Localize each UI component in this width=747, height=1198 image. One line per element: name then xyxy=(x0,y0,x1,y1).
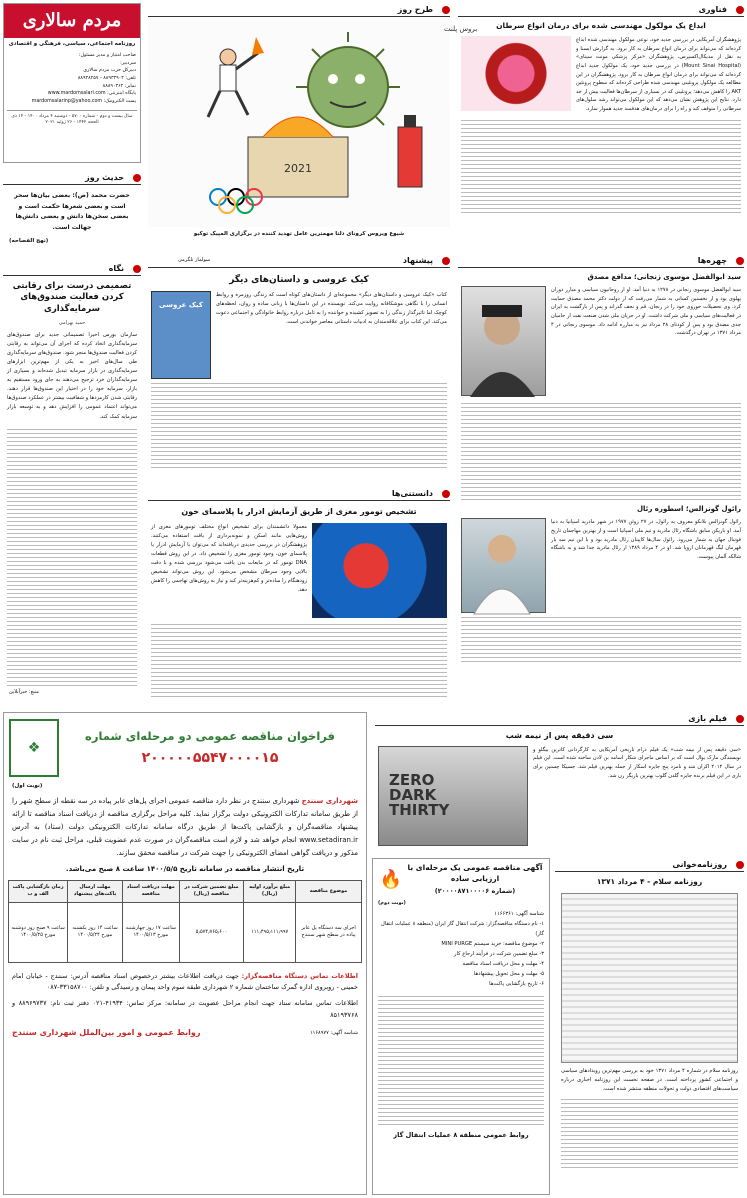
list-item: ۵- مهلت و محل تحویل پیشنهادها xyxy=(473,970,544,977)
masthead-line: دبیرکل حزب مردم سالاری xyxy=(83,68,136,74)
tender-table xyxy=(8,880,362,963)
faces-p1-title: سید ابوالفضل موسوی زنجانی؛ مدافع مصدق xyxy=(587,273,741,281)
negah-body: سازمان بورس اخیرا تصمیماتی جدید برای صندوق‌های سرمایه‌گذاری اتخاذ کرده که اجرای آن می‌تواند به رقابتی کردن فعالیت صندوق‌ها منجر شود. صندوق‌های سرمایه‌گذاری طی سال‌های اخیر به یکی از مهم‌ترین ابزارهای سرمایه‌گذاری در بازار سرمایه تبدیل شده‌اند و بسیاری از سرمایه‌گذاران خرد ترجیح می‌دهند به جای ورود مستقیم به بازار، سرمایه خود را در اختیار این صندوق‌ها قرار دهند. رقابتی شدن کارمزدها و شفافیت بیشتر در عملکرد صندوق‌ها می‌تواند اعتماد عمومی را افزایش دهد و به توسعه بازار سرمایه کمک کند. xyxy=(7,331,137,420)
gas-ad-title: آگهی مناقصه عمومی یک مرحله‌ای با ارزیابی ساده xyxy=(407,863,543,883)
science-body: پژوهشگران آمریکایی در بررسی جدید خود، نوعی مولکول مهندسی شده ابداع کرده‌اند که می‌تواند برای درمان انواع سرطان به کار برود. به گزارش ایسنا و به نقل از مدیکال‌اکسپرس، پژوهشگران «مرکز پزشکی مونت سینای» (Mount Sinai Hospital) در بررسی جدید خود، یک مولکول جدید ابداع کرده‌اند که می‌تواند برای درمان انواع سرطان به کار برود. پژوهشگران در این مطالعه یک مولکول پروتئینی مهندسی شده طراحی کرده‌اند که سطوح پروتئین AKT را کاهش می‌دهد؛ پروتئینی که در بسیاری از سرطان‌ها فعالیت بیش از حد دارد. نتایج این پژوهش نشان می‌دهد که این مولکول می‌تواند رشد سلول‌های سرطانی را متوقف کند و راه را برای درمان‌های هدفمند جدید هموار سازد. xyxy=(576,36,741,113)
cancer-cell-image xyxy=(461,36,571,111)
bullet-icon xyxy=(133,174,141,182)
hadith-box xyxy=(3,171,141,256)
tender-body xyxy=(4,791,366,864)
tender-number: ۲۰۰۰۰۰۵۵۴۷۰۰۰۰۱۵ xyxy=(141,749,279,766)
table-header-cell: مبلغ برآورد اولیه (ریال) xyxy=(244,881,296,903)
table-cell: اجرای سه دستگاه پل عابر پیاده در سطح شهر سنندج xyxy=(296,902,362,962)
bullet-icon xyxy=(736,6,744,14)
cartoon-box xyxy=(148,3,478,248)
tender-contact-text: جهت دریافت اطلاعات بیشتر درخصوص اسناد مناقصه آدرس: سنندج - خیابان امام خمینی - روبروی اداره گمرک ساختمان شماره ۲ شهرداری طبقه سوم واحد پیمان و رسیدگی و تلفن: ۳۳۱۵۸۷۰۰-۰۸۷ xyxy=(12,971,358,992)
bullet-icon xyxy=(442,257,450,265)
tender-body-text: شهرداری سنندج در نظر دارد مناقصه عمومی اجرای پل‌های عابر پیاده در سه نقطه از سطح شهر را از طریق سامانه تدارکات الکترونیکی دولت برگزار نماید. کلیه مراحل برگزاری مناقصه از دریافت اسناد مناقصه تا ارائه پیشنهاد مناقصه‌گران و بازگشایی پاکت‌ها از طریق درگاه سامانه تدارکات الکترونیکی دولت (ستاد) به آدرس www.setadiran.ir انجام خواهد شد و لازم است مناقصه‌گران در صورت عدم عضویت قبلی، مراحل ثبت نام در سایت مذکور و دریافت گواهی امضای الکترونیکی را جهت شرکت در مناقصه محقق سازند. xyxy=(12,796,358,857)
bullet-icon xyxy=(736,861,744,869)
cartoon-illustration xyxy=(148,17,478,227)
pishnahad-box xyxy=(148,254,450,479)
archive-heading: روزنامه‌خوانی xyxy=(666,859,733,871)
masthead-subtitle: روزنامه اجتماعی، سیاسی، فرهنگی و اقتصادی xyxy=(8,41,136,48)
masthead-date: سال بیست و دوم - شماره ۵۷۰۰ - دوشنبه ۴ مرداد ۱۴۰۰ - ۱۴ ذی الحجه ۱۴۴۲ - ۲۶ ژوئیه ۲۰۲۱ xyxy=(7,110,137,127)
table-cell: ساعت ۹ صبح روز دوشنبه مورخ ۱۴۰۰/۵/۲۵ xyxy=(9,902,68,962)
masthead xyxy=(3,3,141,163)
gas-logo-icon: 🔥 xyxy=(379,868,403,890)
list-item: ۴- مهلت و محل دریافت اسناد مناقصه xyxy=(462,960,544,967)
cartoon-sign: بروس پلنت xyxy=(444,25,478,33)
list-item: ۱- نام دستگاه مناقصه‌گزار: شرکت انتقال گاز ایران (منطقه ۸ عملیات انتقال گاز) xyxy=(381,921,544,938)
faces-p2-filler xyxy=(461,617,741,662)
bullet-icon xyxy=(736,715,744,723)
film-header xyxy=(375,712,744,726)
masthead-line: تلفن: ۸۸۹۳۳۹۰۴ - ۸۸۹۳۸۲۵۷ xyxy=(77,76,136,82)
masthead-line: صاحب امتیاز و مدیر مسئول: xyxy=(78,53,136,59)
table-header-cell: زمان بازگشایی پاکت الف و ب xyxy=(9,881,68,903)
health-title: تشخیص تومور مغزی از طریق آزمایش ادرار یا پلاسمای خون xyxy=(181,507,417,516)
faces-heading: چهره‌ها xyxy=(692,255,733,267)
poster-word-2: DARK xyxy=(389,786,437,805)
science-header xyxy=(458,3,744,17)
faces-header xyxy=(458,254,744,268)
book-cover-title: کیک عروسی xyxy=(159,301,203,310)
pishnahad-content xyxy=(148,291,450,379)
tender-titles xyxy=(59,728,361,768)
table-cell: ساعت ۱۷ روز چهارشنبه مورخ ۱۴۰۰/۵/۱۳ xyxy=(122,902,179,962)
bullet-icon xyxy=(133,265,141,273)
tender-title: فراخوان مناقصه عمومی دو مرحله‌ای شماره xyxy=(85,729,335,744)
tender-table-header xyxy=(9,881,362,903)
negah-title: تصمیمی درست برای رقابتی کردن فعالیت صندوق‌های سرمایه‌گذاری xyxy=(12,281,132,314)
masthead-line: پست الکترونیک: mardomsalarinp@yahoo.com xyxy=(31,99,136,105)
health-box xyxy=(148,487,450,704)
health-heading: دانستنی‌ها xyxy=(386,488,439,500)
science-title: ابداع یک مولکول مهندسی شده برای درمان انواع سرطان xyxy=(496,21,706,30)
negah-signoff: منبع: خبرآنلاین xyxy=(9,688,39,695)
gas-ad-titles xyxy=(405,863,545,896)
bullet-icon xyxy=(736,257,744,265)
hadith-heading: حدیث روز xyxy=(79,172,130,184)
negah-author: حمید بهرامی xyxy=(58,320,86,327)
masthead-line: سردبیر: xyxy=(120,60,136,66)
faces-p2-title: رائول گونزالس؛ اسطوره رئال xyxy=(636,505,741,514)
poster-word-1: ZERO xyxy=(389,771,435,790)
table-header-cell: مهلت ارسال پاکت‌های پیشنهاد xyxy=(68,881,123,903)
list-item: ۲- موضوع مناقصه: خرید سیستم MINI PURGE xyxy=(441,941,544,948)
archive-body: روزنامه سلام در شماره ۴ مرداد ۱۳۷۱ خود به بررسی مهم‌ترین رویدادهای سیاسی و اجتماعی کشور پرداخته است. در صفحه نخست این روزنامه اخباری درباره سیاست‌های اقتصادی دولت و تحولات منطقه منتشر شده است. xyxy=(561,1067,738,1093)
tender-contact-title: اطلاعات تماس دستگاه مناقصه‌گزار: xyxy=(241,971,359,980)
science-box xyxy=(458,3,744,246)
cartoon-heading: طرح روز xyxy=(392,4,439,16)
gas-ad xyxy=(372,858,550,1195)
masthead-line: نمابر: ۸۸۸۹۰۳۶۲ xyxy=(102,83,136,89)
list-item: ۳- مبلغ تضمین شرکت در فرآیند ارجاع کار xyxy=(454,950,544,957)
gas-ad-nobat: (نوبت دوم) xyxy=(378,900,406,907)
tender-nobat: (نوبت اول) xyxy=(12,783,43,789)
science-filler xyxy=(461,118,741,213)
tender-org: شهرداری سنندج xyxy=(301,796,358,805)
faces-p1-filler xyxy=(461,400,741,500)
cartoon-caption: شیوع ویروس کرونای دلتا مهمترین عامل تهدید کننده در برگزاری المپیک توکیو xyxy=(193,231,405,237)
negah-box xyxy=(3,262,141,732)
film-box xyxy=(375,712,744,852)
portrait-mousavi xyxy=(461,286,546,396)
health-header xyxy=(148,487,450,501)
portrait-raul xyxy=(461,518,546,613)
table-cell: ساعت ۱۴ روز یکشنبه مورخ ۱۴۰۰/۵/۲۴ xyxy=(68,902,123,962)
newspaper-scan-image xyxy=(561,893,738,1063)
pishnahad-filler xyxy=(151,383,447,468)
tender-contact xyxy=(4,969,366,996)
bullet-icon xyxy=(442,490,450,498)
pishnahad-heading: پیشنهاد xyxy=(397,255,439,267)
faces-box xyxy=(458,254,744,704)
faces-p2-body: رائول گونزالس بلانکو معروف به رائول، در ۲۷ ژوئن ۱۹۷۷ در شهر مادرید اسپانیا به دنیا آمد. او بازیکن سابق باشگاه رئال مادرید و تیم ملی اسپانیا است و از بهترین مهاجمان تاریخ فوتبال جهان به شمار می‌رود. رائول سال‌ها کاپیتان رئال مادرید بود و با این تیم سه بار قهرمان لیگ قهرمانان اروپا شد. او در ۴ مرداد ۱۳۸۹ از رئال مادرید جدا شد و به باشگاه شالکه آلمان پیوست. xyxy=(551,519,741,560)
tender-ad xyxy=(3,712,367,1195)
hadith-text: حضرت محمد (ص): بعضی بیان‌ها سحر است و بعضی شعرها حکمت است و بعضی سخن‌ها دانش و بعضی دانش‌ها جهالت است. xyxy=(14,192,130,231)
film-body: «سی دقیقه پس از نیمه شب» یک فیلم درام تاریخی آمریکایی به کارگردانی کاترین بیگلو و نویسندگی مارک بوال است که بر اساس ماجرای شکار اسامه بن لادن ساخته شده است. این فیلم در سال ۲۰۱۲ اکران شد و نامزد پنج جایزه اسکار از جمله بهترین فیلم شد. جسیکا چستین برای بازی در این فیلم برنده جایزه گلدن گلوب بهترین بازیگر زن شد. xyxy=(533,746,741,779)
health-filler xyxy=(151,622,447,697)
gas-ad-items xyxy=(373,907,549,992)
negah-header xyxy=(3,262,141,276)
tender-portal: اطلاعات تماس سامانه ستاد جهت انجام مراحل عضویت در سامانه: مرکز تماس: ۴۱۹۳۴-۰۲۱ دفتر ثبت نام: ۸۸۹۶۹۷۳۷ و ۸۵۱۹۳۷۶۸ xyxy=(12,999,358,1019)
portrait-icon xyxy=(460,287,545,397)
archive-filler xyxy=(561,1098,738,1168)
film-title: سی دقیقه پس از نیمه شب xyxy=(505,731,614,740)
archive-box xyxy=(555,858,744,1195)
table-row xyxy=(9,902,362,962)
brain-image xyxy=(312,523,447,618)
film-heading: فیلم بازی xyxy=(682,713,733,725)
bullet-icon xyxy=(442,6,450,14)
pishnahad-author: سولماز تلگرمی xyxy=(178,256,211,263)
tender-footer: روابط عمومی و امور بین‌الملل شهرداری سنندج xyxy=(12,1028,201,1038)
health-body: معمولا دانشمندان برای تشخیص انواع مختلف تومورهای مغزی از روش‌هایی مانند اسکن و نمونه‌برداری از بافت استفاده می‌کنند. پژوهشگران در بررسی جدیدی دریافته‌اند که می‌توان با آزمایش ادرار یا پلاسمای خون، وجود تومور مغزی را تشخیص داد. در این روش قطعات DNA تومور که در مایعات بدن یافت می‌شود بررسی شده و با دقت بالایی وجود سرطان مشخص می‌شود. این روش می‌تواند تشخیص زودهنگام را ساده‌تر و کم‌هزینه‌تر کند و نیاز به روش‌های تهاجمی را کاهش دهد. xyxy=(151,523,307,594)
pishnahad-header xyxy=(148,254,450,268)
tender-ad-code: شناسه آگهی: ۱۱۶۸۹۷۷ xyxy=(309,1029,358,1036)
cartoon-year: 2021 xyxy=(284,162,312,175)
portrait-icon xyxy=(460,519,545,614)
gas-ad-footer: روابط عمومی منطقه ۸ عملیات انتقال گاز xyxy=(393,1131,529,1140)
book-cover xyxy=(151,291,211,379)
archive-header xyxy=(555,858,744,872)
archive-title: روزنامه سلام - ۴ مرداد ۱۳۷۱ xyxy=(596,877,703,886)
masthead-line: پایگاه اینترنتی: www.mardomsalari.com xyxy=(47,91,136,97)
masthead-lines xyxy=(4,52,140,106)
table-header-cell: مبلغ تضمین شرکت در مناقصه (ریال) xyxy=(179,881,243,903)
gas-ad-number: (شماره ۲۰۰۰۰۸۷۱۰۰۰۰۶) xyxy=(434,886,516,895)
sanandaj-logo-icon: ❖ xyxy=(9,719,59,777)
film-poster xyxy=(378,746,528,846)
poster-word-3: THIRTY xyxy=(389,801,450,820)
tender-publish-date: تاریخ انتشار مناقصه در سامانه تاریخ ۱۴۰۰/۵/۵ ساعت ۸ صبح می‌باشد. xyxy=(65,864,305,873)
hadith-header xyxy=(3,171,141,185)
table-header-cell: مهلت دریافت اسناد مناقصه xyxy=(122,881,179,903)
table-cell: ۱۱۱٫۴۹۵٫۱۱۱٫۹۹۷ xyxy=(244,902,296,962)
negah-heading: نگاه xyxy=(103,263,130,275)
list-item: شناسه آگهی: ۱۱۶۶۳۶۱ xyxy=(494,911,544,918)
cartoon-header xyxy=(148,3,450,17)
hadith-source: (نهج الفصاحه) xyxy=(9,238,49,245)
list-item: ۶- تاریخ بازگشایی پاکت‌ها xyxy=(489,980,544,987)
faces-p1-body: سید ابوالفضل موسوی زنجانی در ۱۲۷۸ به دنیا آمد. او از روحانیون سیاسی و مبارز دوران پهلوی بود و از نخستین کسانی به شمار می‌رفت که از دولت دکتر محمد مصدق حمایت کرد. وی تحصیلات حوزوی خود را در زنجان، قم و نجف گذراند و پس از بازگشت به ایران در فعالیت‌های سیاسی و ملی شرکت داشت. او در جریان ملی شدن صنعت نفت از حامیان جدی مصدق بود و پس از کودتای ۲۸ مرداد نیز به مبارزه ادامه داد. موسوی زنجانی در ۴ مرداد ۱۳۷۱ در تهران درگذشت. xyxy=(551,287,741,337)
table-cell: ۵٫۵۷۴٫۷۶۵٫۶۰۰ xyxy=(179,902,243,962)
pishnahad-title: کیک عروسی و داستان‌های دیگر xyxy=(229,275,369,285)
gas-ad-filler xyxy=(378,995,544,1125)
masthead-logo: مردم سالاری xyxy=(4,4,140,38)
science-heading: فناوری xyxy=(693,4,733,16)
table-header-cell: موضوع مناقصه xyxy=(296,881,362,903)
negah-filler xyxy=(7,426,137,686)
pishnahad-body: کتاب «کیک عروسی و داستان‌های دیگر» مجموعه‌ای از داستان‌های کوتاه است که زندگی روزمره و روابط انسانی را با نگاهی موشکافانه روایت می‌کند. نویسنده در این داستان‌ها با زبانی ساده و روان، لحظه‌های کوچک اما تاثیرگذار زندگی را به تصویر کشیده و خواننده را به تامل درباره روابط خانوادگی و اجتماعی دعوت می‌کند. این کتاب برای علاقه‌مندان به ادبیات داستانی معاصر خواندنی است. xyxy=(216,292,447,326)
